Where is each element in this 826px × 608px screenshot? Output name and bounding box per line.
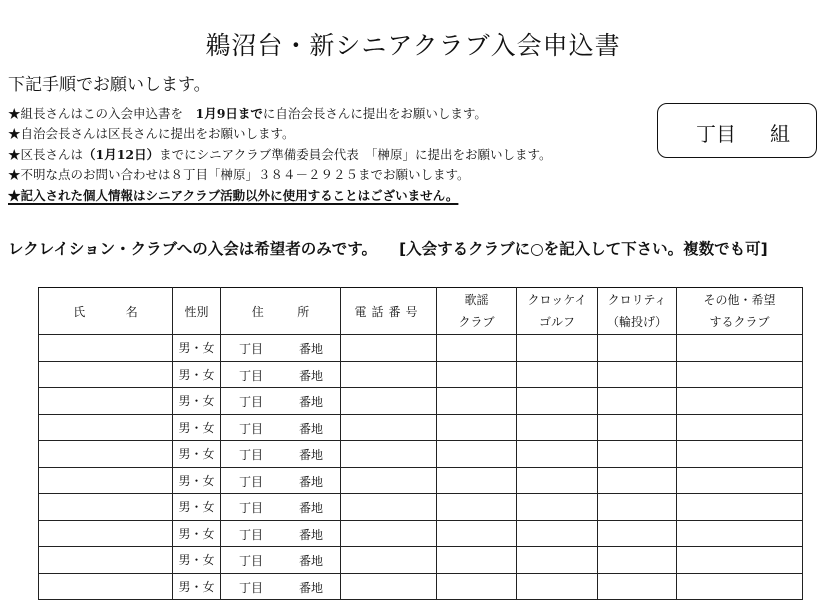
kayo-cell[interactable] xyxy=(437,467,517,494)
address-chome-label: 丁目 xyxy=(239,527,264,542)
table-row xyxy=(39,573,803,600)
phone-cell[interactable] xyxy=(341,573,437,600)
note-3-deadline: （1月12日） xyxy=(83,146,160,162)
address-chome-label: 丁目 xyxy=(239,580,264,595)
quoits-cell[interactable] xyxy=(598,547,677,574)
other-cell[interactable] xyxy=(677,388,803,415)
sex-cell[interactable]: 男・女 xyxy=(173,441,221,468)
address-cell[interactable] xyxy=(221,414,341,441)
note-1-text-a: ★組長さんはこの入会申込書を xyxy=(8,106,196,121)
kayo-cell[interactable] xyxy=(437,441,517,468)
quoits-cell[interactable] xyxy=(598,494,677,521)
other-cell[interactable] xyxy=(677,441,803,468)
croquet-cell[interactable] xyxy=(517,467,598,494)
croquet-cell[interactable] xyxy=(517,441,598,468)
name-cell[interactable] xyxy=(39,547,173,574)
address-banchi-label: 番地 xyxy=(299,554,324,568)
note-3-text-a: ★区長さんは xyxy=(8,146,84,162)
note-line-3 xyxy=(8,145,552,165)
note-line-2: ★自治会長さんは区長さんに提出をお願いします。 xyxy=(8,126,295,142)
name-cell[interactable] xyxy=(39,361,173,388)
phone-cell[interactable] xyxy=(341,441,437,468)
club-join-main: レクレイション・クラブへの入会は希望者のみです。 xyxy=(8,240,378,258)
intro-text: 下記手順でお願いします。 xyxy=(8,75,211,95)
address-chome-label: 丁目 xyxy=(239,421,264,436)
address-cell[interactable] xyxy=(221,335,341,362)
address-banchi-label: 番地 xyxy=(299,342,324,356)
croquet-cell[interactable] xyxy=(517,547,598,574)
header-quoits xyxy=(598,288,677,335)
header-address-2: 所 xyxy=(297,304,310,319)
sex-cell[interactable]: 男・女 xyxy=(173,467,221,494)
address-chome-label: 丁目 xyxy=(239,448,264,462)
other-cell[interactable] xyxy=(677,361,803,388)
address-cell[interactable] xyxy=(221,573,341,600)
note-1-text-c: に自治会長さんに提出をお願いします。 xyxy=(262,106,487,121)
phone-cell[interactable] xyxy=(341,467,437,494)
quoits-cell[interactable] xyxy=(598,361,677,388)
croquet-cell[interactable] xyxy=(517,388,598,415)
croquet-cell[interactable] xyxy=(517,414,598,441)
address-banchi-label: 番地 xyxy=(299,474,324,489)
table-row xyxy=(39,361,803,388)
header-kayo-2: クラブ xyxy=(458,315,495,329)
other-cell[interactable] xyxy=(677,335,803,362)
form-title: 鵜沼台・新シニアクラブ入会申込書 xyxy=(205,31,621,60)
header-quoits-2: （輪投げ） xyxy=(606,315,667,329)
header-quoits-1: クロリティ xyxy=(607,293,667,307)
sex-cell[interactable]: 男・女 xyxy=(173,361,221,388)
header-other-2: するクラブ xyxy=(709,315,770,329)
note-line-5: ★記入された個人情報はシニアクラブ活動以外に使用することはございません。 xyxy=(8,187,459,203)
sex-cell[interactable]: 男・女 xyxy=(173,547,221,574)
header-phone: 電話番号 xyxy=(341,288,437,335)
table-row xyxy=(39,414,803,441)
quoits-cell[interactable] xyxy=(598,388,677,415)
instruction-notes xyxy=(8,104,552,206)
sex-cell[interactable]: 男・女 xyxy=(173,388,221,415)
note-3-text-c: までにシニアクラブ準備委員会代表 「榊原」に提出をお願いします。 xyxy=(159,146,552,162)
club-join-instruction xyxy=(8,237,768,259)
address-cell[interactable] xyxy=(221,467,341,494)
other-cell[interactable] xyxy=(677,520,803,547)
croquet-cell[interactable] xyxy=(517,335,598,362)
address-cell[interactable] xyxy=(221,388,341,415)
address-chome-label: 丁目 xyxy=(239,342,264,356)
kayo-cell[interactable] xyxy=(437,547,517,574)
note-line-1 xyxy=(8,104,552,124)
club-join-bracket: [入会するクラブに○を記入して下さい。複数でも可] xyxy=(399,240,768,258)
header-kayo xyxy=(437,288,517,335)
kayo-cell[interactable] xyxy=(437,573,517,600)
address-chome-label: 丁目 xyxy=(239,554,264,568)
phone-cell[interactable] xyxy=(341,335,437,362)
other-cell[interactable] xyxy=(677,573,803,600)
table-row xyxy=(39,494,803,521)
address-banchi-label: 番地 xyxy=(299,421,324,436)
address-chome-label: 丁目 xyxy=(239,368,264,383)
address-chome-label: 丁目 xyxy=(239,474,264,489)
other-cell[interactable] xyxy=(677,414,803,441)
header-name-2: 名 xyxy=(125,304,138,319)
croquet-cell[interactable] xyxy=(517,494,598,521)
quoits-cell[interactable] xyxy=(598,573,677,600)
name-cell[interactable] xyxy=(39,388,173,415)
header-name-1: 氏 xyxy=(73,304,86,319)
note-1-deadline: 1月9日まで xyxy=(195,106,263,121)
other-cell[interactable] xyxy=(677,494,803,521)
name-cell[interactable] xyxy=(39,573,173,600)
address-banchi-label: 番地 xyxy=(299,501,324,515)
table-row xyxy=(39,520,803,547)
table-header-row xyxy=(39,288,803,335)
quoits-cell[interactable] xyxy=(598,467,677,494)
address-cell[interactable] xyxy=(221,361,341,388)
header-croquet xyxy=(517,288,598,335)
note-line-4: ★不明な点のお問い合わせは８丁目「榊原」３８４－２９２５までお願いします。 xyxy=(8,167,470,183)
phone-cell[interactable] xyxy=(341,547,437,574)
other-cell[interactable] xyxy=(677,547,803,574)
table-row xyxy=(39,335,803,362)
address-cell[interactable] xyxy=(221,494,341,521)
address-chome-label: 丁目 xyxy=(239,501,264,515)
sex-cell[interactable]: 男・女 xyxy=(173,335,221,362)
address-cell[interactable] xyxy=(221,520,341,547)
header-croquet-2: ゴルフ xyxy=(538,315,575,329)
croquet-cell[interactable] xyxy=(517,573,598,600)
header-kayo-1: 歌謡 xyxy=(464,293,489,307)
name-cell[interactable] xyxy=(39,494,173,521)
name-cell[interactable] xyxy=(39,414,173,441)
croquet-cell[interactable] xyxy=(517,520,598,547)
quoits-cell[interactable] xyxy=(598,414,677,441)
address-banchi-label: 番地 xyxy=(299,580,324,595)
phone-cell[interactable] xyxy=(341,388,437,415)
name-cell[interactable] xyxy=(39,520,173,547)
table-row xyxy=(39,547,803,574)
quoits-cell[interactable] xyxy=(598,335,677,362)
name-cell[interactable] xyxy=(39,441,173,468)
address-banchi-label: 番地 xyxy=(299,448,324,462)
header-name xyxy=(39,288,173,335)
address-banchi-label: 番地 xyxy=(299,527,324,542)
group-chome-label: 丁目 xyxy=(696,122,736,146)
kayo-cell[interactable] xyxy=(437,361,517,388)
table-row xyxy=(39,467,803,494)
kayo-cell[interactable] xyxy=(437,335,517,362)
phone-cell[interactable] xyxy=(341,520,437,547)
address-banchi-label: 番地 xyxy=(299,368,324,383)
phone-cell[interactable] xyxy=(341,361,437,388)
address-chome-label: 丁目 xyxy=(239,395,264,409)
sex-cell[interactable]: 男・女 xyxy=(173,414,221,441)
kayo-cell[interactable] xyxy=(437,388,517,415)
application-table xyxy=(38,287,803,600)
phone-cell[interactable] xyxy=(341,494,437,521)
quoits-cell[interactable] xyxy=(598,520,677,547)
group-box xyxy=(657,103,817,158)
kayo-cell[interactable] xyxy=(437,494,517,521)
header-other-1: その他・希望 xyxy=(703,293,776,307)
sex-cell[interactable]: 男・女 xyxy=(173,520,221,547)
other-cell[interactable] xyxy=(677,467,803,494)
header-address-1: 住 xyxy=(251,304,264,319)
name-cell[interactable] xyxy=(39,467,173,494)
kayo-cell[interactable] xyxy=(437,520,517,547)
header-sex: 性別 xyxy=(173,288,221,335)
header-croquet-1: クロッケイ xyxy=(527,293,587,307)
address-cell[interactable] xyxy=(221,441,341,468)
header-address xyxy=(221,288,341,335)
address-banchi-label: 番地 xyxy=(299,395,324,409)
table-row xyxy=(39,441,803,468)
croquet-cell[interactable] xyxy=(517,361,598,388)
sex-cell[interactable]: 男・女 xyxy=(173,494,221,521)
name-cell[interactable] xyxy=(39,335,173,362)
phone-cell[interactable] xyxy=(341,414,437,441)
header-other xyxy=(677,288,803,335)
address-cell[interactable] xyxy=(221,547,341,574)
group-kumi-label: 組 xyxy=(770,122,790,146)
sex-cell[interactable]: 男・女 xyxy=(173,573,221,600)
table-row xyxy=(39,388,803,415)
kayo-cell[interactable] xyxy=(437,414,517,441)
quoits-cell[interactable] xyxy=(598,441,677,468)
